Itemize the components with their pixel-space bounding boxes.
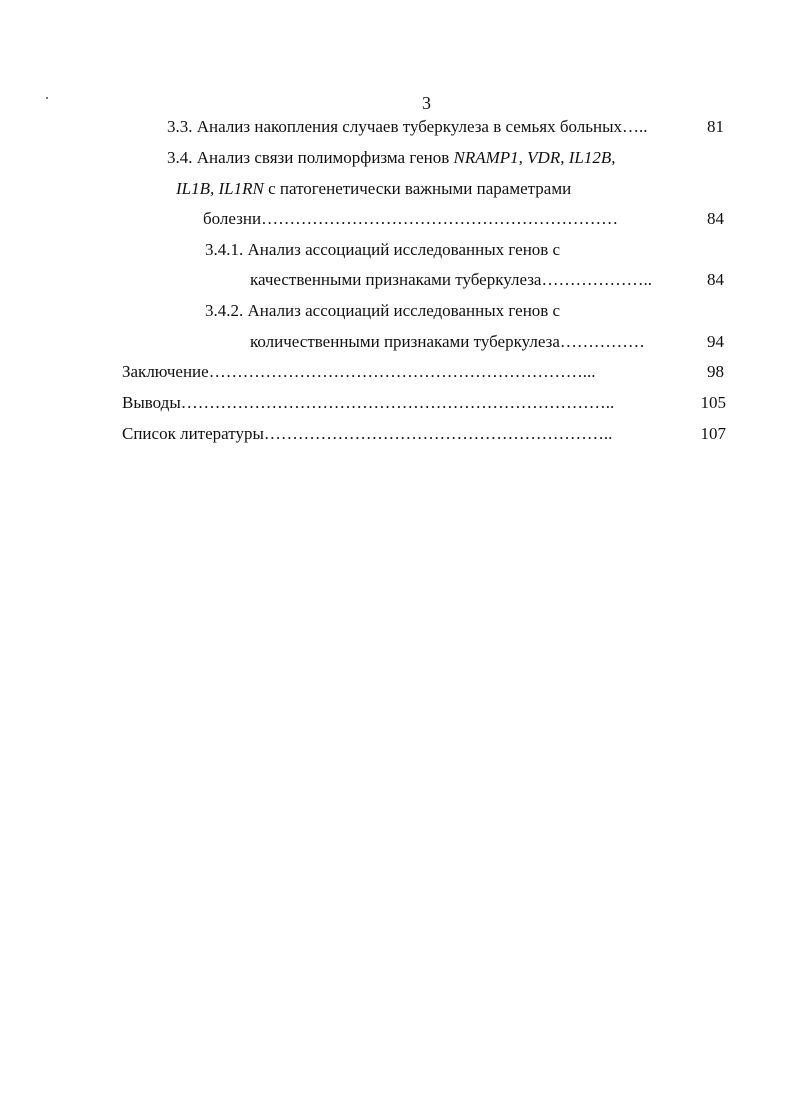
toc-entry-3-4-2-line1 (205, 301, 560, 321)
toc-entry-3-4-1-page: 84 (707, 270, 724, 289)
toc-entry-references-page: 107 (700, 424, 726, 443)
toc-entry-conclusion-title: Заключение…………………………………………………………... (122, 362, 596, 381)
toc-entry-3-4-genes-b: IL1B, IL1RN (176, 179, 264, 198)
toc-entry-findings-title: Выводы………………………………………………………………….. (122, 393, 615, 412)
toc-entry-findings-page: 105 (700, 393, 726, 412)
toc-entry-3-4-suffix: с патогенетически важными параметрами (263, 179, 572, 198)
toc-entry-3-4-2-title-end: количественными признаками туберкулеза…………… (250, 332, 645, 351)
toc-entry-3-4-page: 84 (707, 209, 724, 228)
toc-entry-3-4-2-title: 3.4.2. Анализ ассоциаций исследованных генов с (205, 301, 561, 320)
toc-entry-3-4-title-end: болезни……………………………………………………… (203, 209, 619, 228)
toc-entry-3-4-1-line2 (250, 270, 652, 290)
toc-entry-conclusion-page: 98 (707, 362, 724, 381)
toc-entry-3-4-line2 (176, 179, 571, 199)
toc-entry-3-3-page: 81 (707, 117, 724, 136)
toc-entry-3-4-line3 (203, 209, 618, 229)
toc-entry-references-title: Список литературы…………………………………………………….. (122, 424, 613, 443)
scan-speck (46, 97, 48, 99)
toc-entry-3-4-1-line1 (205, 240, 560, 260)
page-number: 3 (422, 93, 431, 113)
toc-entry-3-4-1-title-end: качественными признаками туберкулеза……………….. (250, 270, 652, 289)
toc-entry-references (122, 424, 612, 444)
toc-entry-3-3 (167, 117, 648, 137)
toc-entry-findings (122, 393, 614, 413)
toc-entry-conclusion (122, 362, 595, 382)
toc-entry-3-4-prefix: 3.4. Анализ связи полиморфизма генов (167, 148, 454, 167)
toc-entry-3-3-title: 3.3. Анализ накопления случаев туберкулеза в семьях больных….. (167, 117, 648, 136)
toc-entry-3-4-2-line2 (250, 332, 645, 352)
toc-entry-3-4-1-title: 3.4.1. Анализ ассоциаций исследованных генов с (205, 240, 561, 259)
toc-entry-3-4-genes-a: NRAMP1, VDR, IL12B, (453, 148, 616, 167)
toc-entry-3-4-2-page: 94 (707, 332, 724, 351)
toc-entry-3-4-line1 (167, 148, 615, 168)
